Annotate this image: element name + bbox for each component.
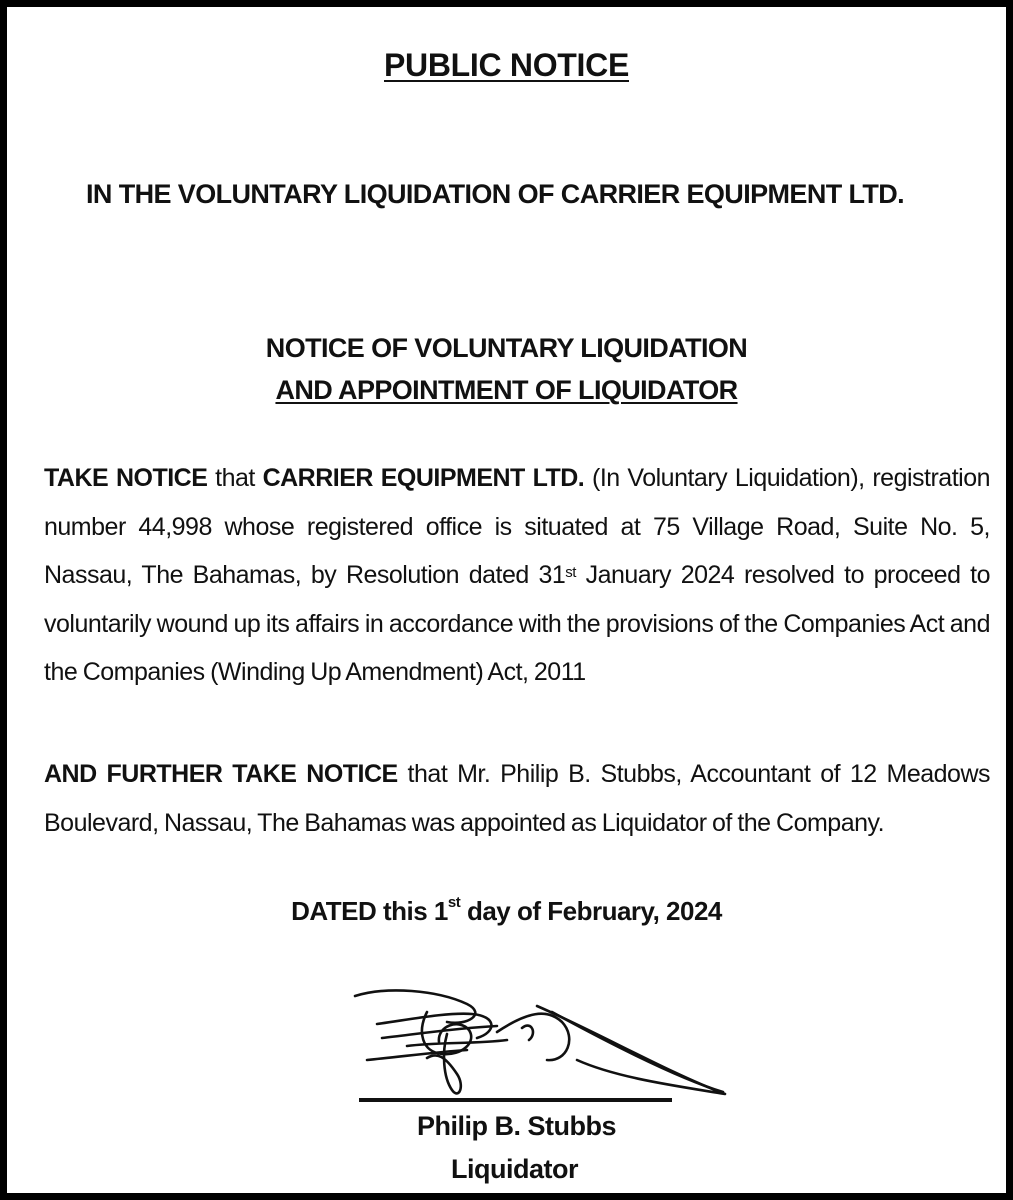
- take-notice-text-b: (In Voluntary Liquidation), registration number 44,998 whose registered office is situated at 75 Village Road, Suite No. 5, Nassau, The Bahamas, by Resolution dated 31: [44, 464, 991, 589]
- resolution-date-ordinal: st: [565, 564, 576, 581]
- notice-heading-line1: NOTICE OF VOLUNTARY LIQUIDATION: [265, 333, 748, 363]
- notice-title: PUBLIC NOTICE: [384, 47, 629, 83]
- company-name: CARRIER EQUIPMENT LTD.: [262, 464, 585, 492]
- signatory-role: Liquidator: [451, 1154, 578, 1184]
- handwritten-signature: [347, 982, 737, 1112]
- take-notice-lead: TAKE NOTICE: [44, 464, 208, 492]
- notice-heading-line2: AND APPOINTMENT OF LIQUIDATOR: [275, 375, 738, 405]
- take-notice-text-a: that: [207, 464, 263, 492]
- signatory-name: Philip B. Stubbs: [417, 1111, 616, 1141]
- dated-line: [7, 896, 1006, 927]
- further-notice-paragraph: [44, 750, 990, 847]
- further-notice-text: that Mr. Philip B. Stubbs, Accountant of 12 Meadows Boulevard, Nassau, The Bahamas was appointed as Liquidator of the Company.: [44, 760, 990, 837]
- take-notice-paragraph: [44, 454, 990, 697]
- take-notice-text-c: January 2024 resolved to proceed to voluntarily wound up its affairs in accordance with the provisions of the Companies Act and the Companies (Winding Up Amendment) Act, 2011: [44, 561, 990, 686]
- further-notice-lead: AND FURTHER TAKE NOTICE: [44, 760, 398, 788]
- dated-ordinal: st: [447, 894, 461, 911]
- dated-prefix: DATED this 1: [291, 896, 448, 926]
- notice-subtitle: IN THE VOLUNTARY LIQUIDATION OF CARRIER EQUIPMENT LTD.: [86, 179, 905, 209]
- dated-suffix: day of February, 2024: [460, 896, 722, 926]
